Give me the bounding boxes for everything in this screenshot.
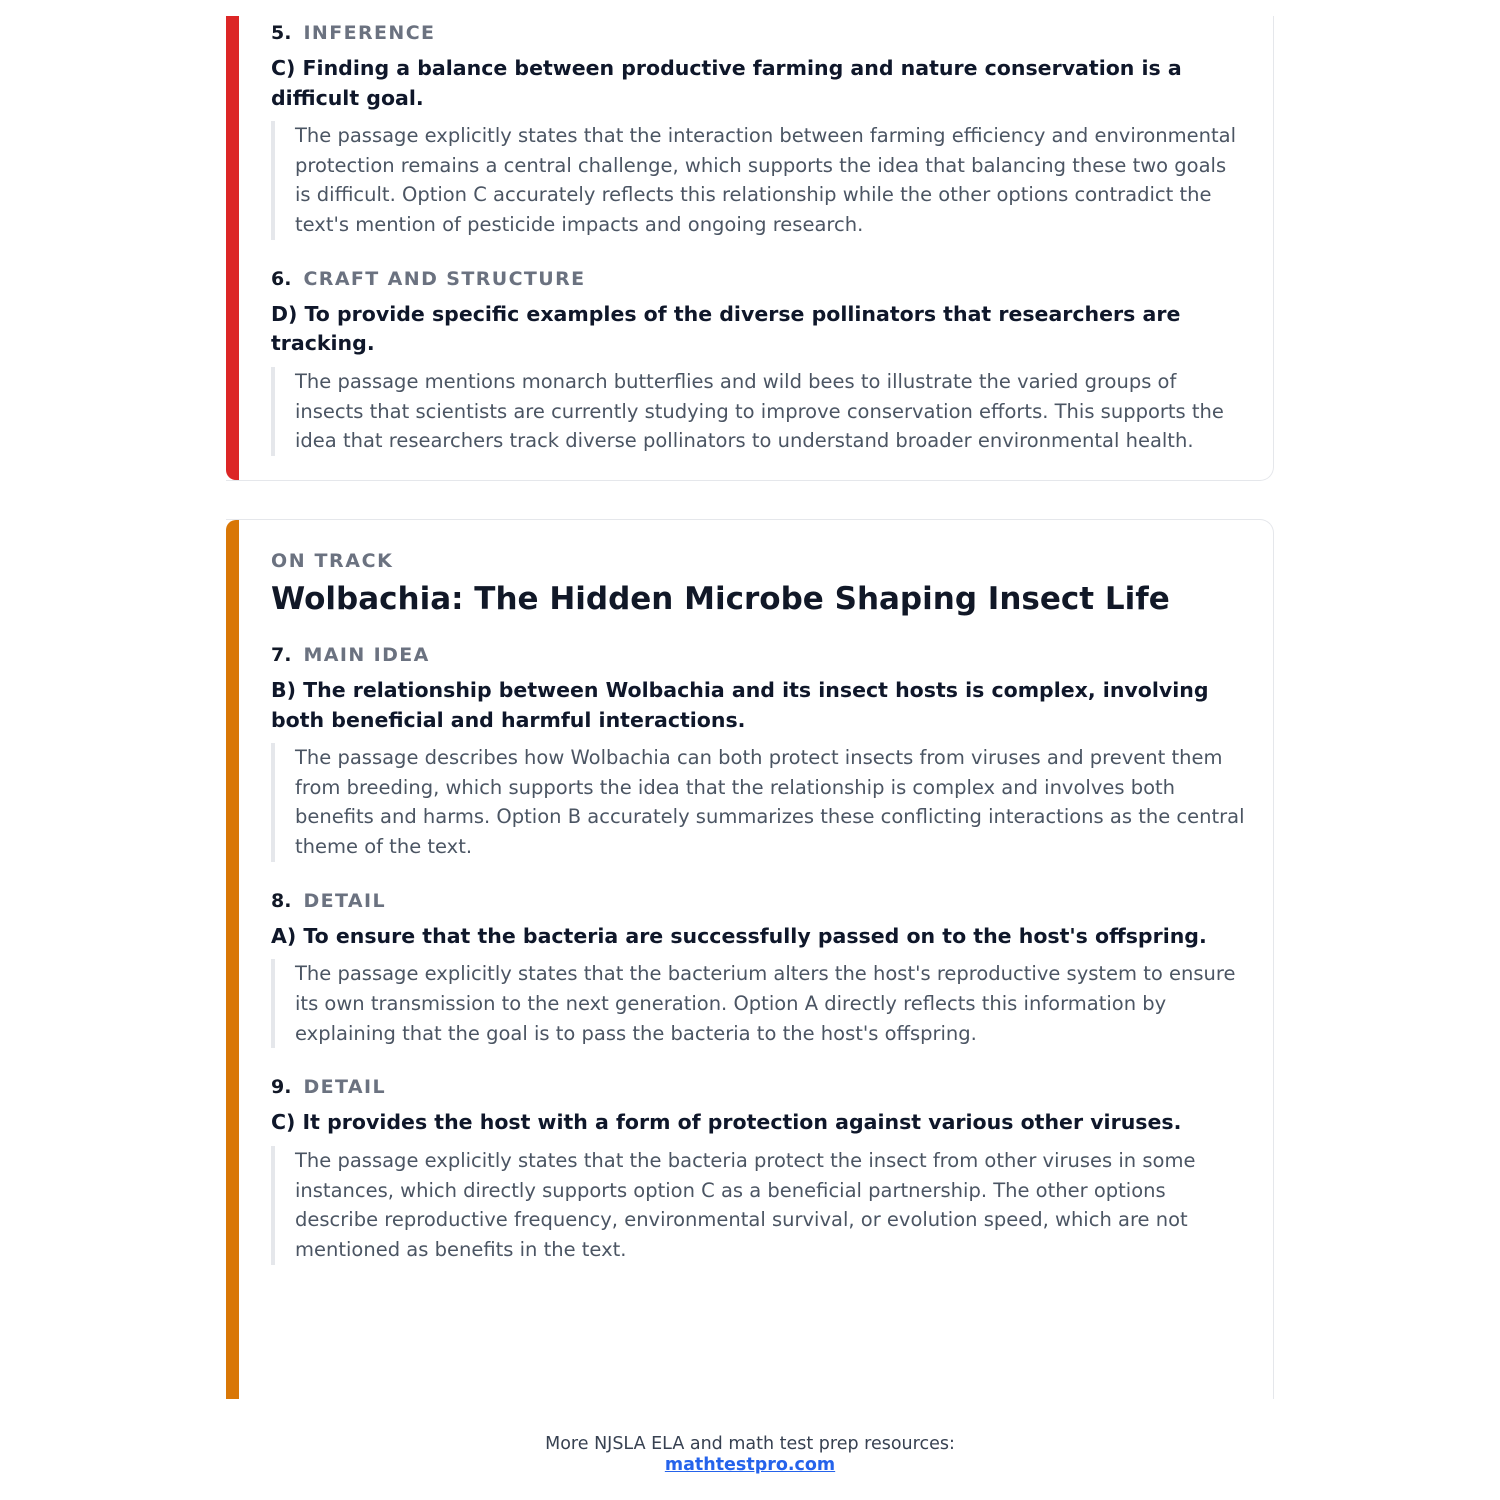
question-item bbox=[271, 268, 1245, 456]
question-category: CRAFT AND STRUCTURE bbox=[303, 267, 586, 290]
results-card-needs-work bbox=[226, 16, 1274, 481]
answer-explanation: The passage mentions monarch butterflies and wild bees to illustrate the varied groups of insects that scientists are currently studying to improve conservation efforts. This supports the idea that researchers track diverse pollinators to understand broader environmental health. bbox=[271, 367, 1245, 456]
question-item bbox=[271, 644, 1245, 862]
question-category: INFERENCE bbox=[303, 22, 436, 44]
footer-text: More NJSLA ELA and math test prep resources: bbox=[545, 1434, 955, 1454]
status-label: ON TRACK bbox=[271, 550, 394, 572]
question-header bbox=[271, 890, 1245, 912]
question-header bbox=[271, 22, 1245, 44]
answer-explanation: The passage explicitly states that the bacterium alters the host's reproductive system to ensure its own transmission to the next generation. Option A directly reflects this information by explaining that the goal is to pass the bacteria to the host's offspring. bbox=[271, 959, 1245, 1048]
question-number: 9. bbox=[271, 1076, 292, 1099]
question-number: 7. bbox=[271, 644, 292, 666]
correct-answer: C) Finding a balance between productive farming and nature conservation is a difficult goal. bbox=[271, 56, 1182, 110]
question-number: 6. bbox=[271, 267, 292, 290]
correct-answer: B) The relationship between Wolbachia and its insect hosts is complex, involving both beneficial and harmful interactions. bbox=[271, 678, 1209, 732]
question-category: DETAIL bbox=[303, 889, 386, 912]
passage-title: Wolbachia: The Hidden Microbe Shaping Insect Life bbox=[271, 581, 1170, 617]
footer-link[interactable]: mathtestpro.com bbox=[664, 1455, 836, 1475]
card-accent-bar bbox=[226, 16, 239, 480]
card-content bbox=[271, 22, 1245, 484]
answer-explanation: The passage explicitly states that the bacteria protect the insect from other viruses in some instances, which directly supports option C as a beneficial partnership. The other options describe reproductive frequency, environmental survival, or evolution speed, which are not mentioned as benefits in the text. bbox=[271, 1146, 1245, 1265]
question-header bbox=[271, 268, 1245, 290]
correct-answer: C) It provides the host with a form of protection against various other viruses. bbox=[271, 1110, 1182, 1135]
question-category: DETAIL bbox=[303, 1076, 386, 1099]
correct-answer: D) To provide specific examples of the diverse pollinators that researchers are tracking. bbox=[271, 301, 1181, 356]
page-footer bbox=[0, 1434, 1500, 1476]
question-item bbox=[271, 22, 1245, 240]
question-number: 8. bbox=[271, 889, 292, 912]
question-category: MAIN IDEA bbox=[303, 644, 430, 666]
answer-explanation: The passage explicitly states that the interaction between farming efficiency and environmental protection remains a central challenge, which supports the idea that balancing these two goals is difficult. Option C accurately reflects this relationship while the other options contradict the text's mention of pesticide impacts and ongoing research. bbox=[271, 121, 1245, 240]
question-item bbox=[271, 890, 1245, 1049]
question-item bbox=[271, 1076, 1245, 1264]
question-header bbox=[271, 1076, 1245, 1098]
results-card-on-track bbox=[226, 519, 1274, 1399]
card-content bbox=[271, 550, 1245, 1293]
answer-explanation: The passage describes how Wolbachia can both protect insects from viruses and prevent them from breeding, which supports the idea that the relationship is complex and involves both benefits and harms. Option B accurately summarizes these conflicting interactions as the central theme of the text. bbox=[271, 743, 1245, 862]
card-accent-bar bbox=[226, 520, 239, 1399]
question-number: 5. bbox=[271, 22, 292, 44]
question-header bbox=[271, 644, 1245, 666]
correct-answer: A) To ensure that the bacteria are successfully passed on to the host's offspring. bbox=[271, 923, 1207, 948]
